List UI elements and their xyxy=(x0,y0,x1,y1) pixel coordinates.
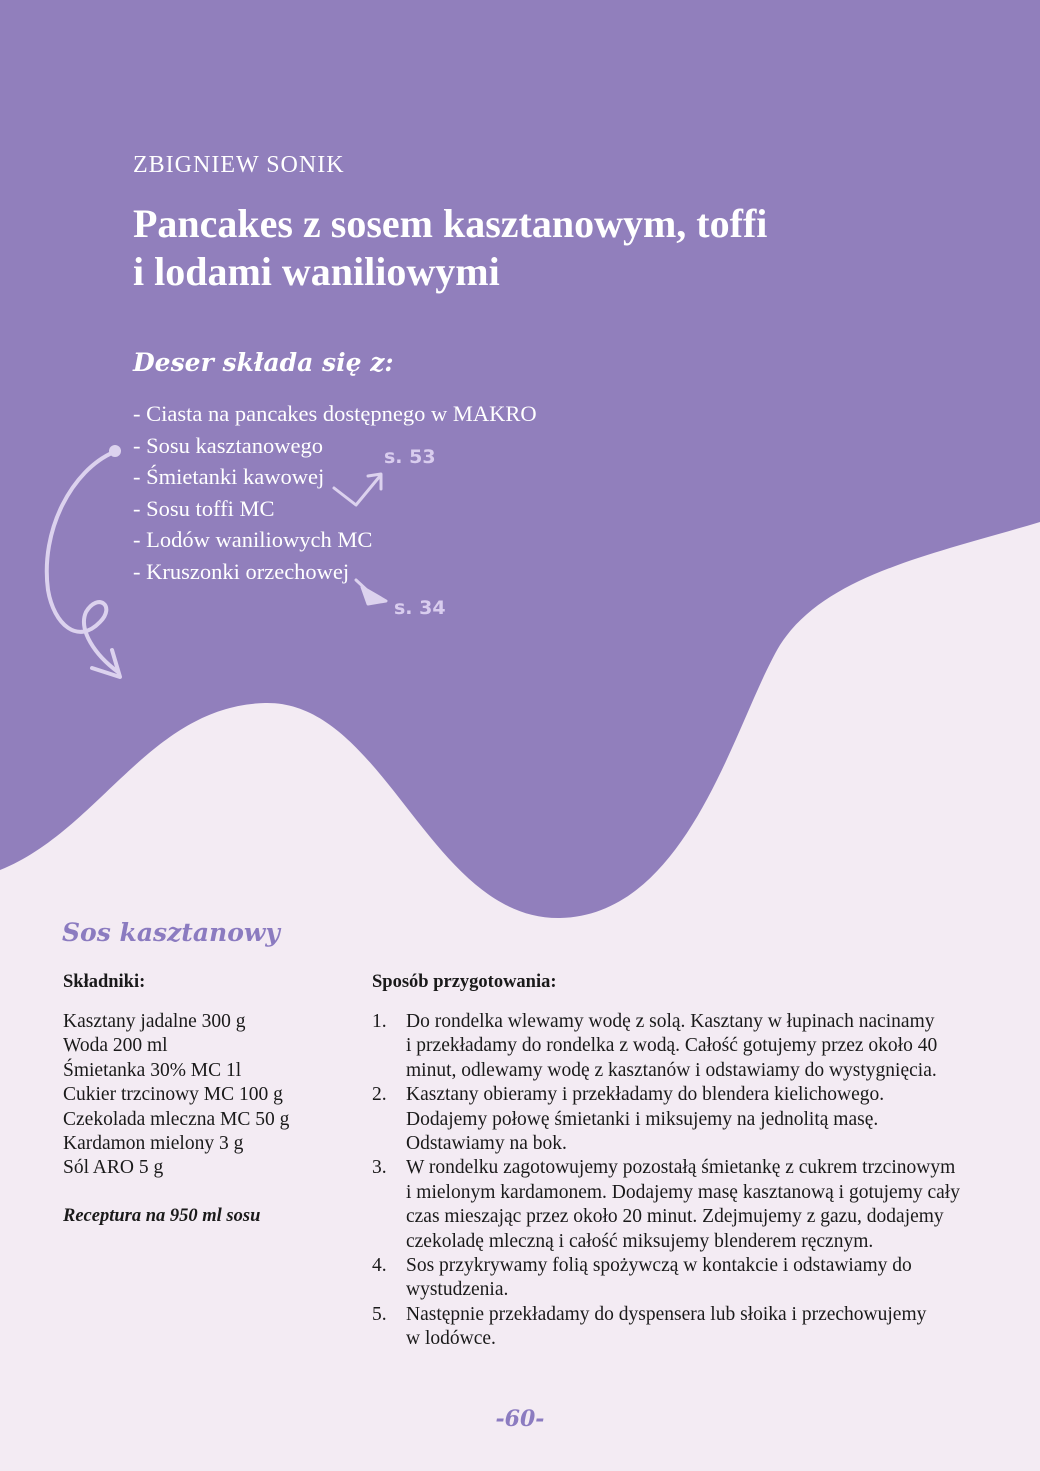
step-number: 5. xyxy=(372,1303,387,1325)
step-line: Kasztany obieramy i przekładamy do blendera kielichowego. xyxy=(406,1084,885,1106)
step-line: i przekładamy do rondelka z wodą. Całość gotujemy przez około 40 xyxy=(406,1035,938,1057)
recipe-title xyxy=(133,200,893,296)
components-list xyxy=(133,398,537,588)
page-number: -60- xyxy=(495,1406,545,1432)
step-line: minut, odlewamy wodę z kasztanów i odstawiamy do wystygnięcia. xyxy=(406,1059,937,1081)
ingredient-item: Kasztany jadalne 300 g xyxy=(63,1011,246,1032)
method-step xyxy=(372,1254,992,1303)
method-step xyxy=(372,1303,992,1352)
step-number: 2. xyxy=(372,1084,387,1106)
step-number: 1. xyxy=(372,1011,387,1032)
step-line: Do rondelka wlewamy wodę z solą. Kasztany w łupinach nacinamy xyxy=(406,1011,935,1032)
method-step xyxy=(372,1010,992,1083)
step-line: wystudzenia. xyxy=(406,1279,509,1301)
ingredients-list xyxy=(63,1010,289,1181)
ingredients-label: Składniki: xyxy=(63,972,146,992)
step-line: Dodajemy połowę śmietanki i miksujemy na jednolitą masę. xyxy=(406,1108,879,1130)
component-item: - Ciasta na pancakes dostępnego w MAKRO xyxy=(133,401,537,426)
component-item: - Sosu kasztanowego xyxy=(133,432,323,458)
step-line: Sos przykrywamy folią spożywczą w kontakcie i odstawiamy do xyxy=(406,1255,912,1277)
component-item: - Kruszonki orzechowej xyxy=(133,558,350,584)
component-item: - Śmietanki kawowej xyxy=(133,464,325,490)
author-name: ZBIGNIEW SONIK xyxy=(133,152,345,178)
step-line: w lodówce. xyxy=(406,1328,496,1350)
step-number: 3. xyxy=(372,1157,387,1179)
step-number: 4. xyxy=(372,1255,387,1277)
page-reference-s53: s. 53 xyxy=(384,446,436,468)
step-line: czas mieszając przez około 20 minut. Zdejmujemy z gazu, dodajemy xyxy=(406,1206,944,1228)
recipe-yield: Receptura na 950 ml sosu xyxy=(63,1206,261,1226)
ingredient-item: Czekolada mleczna MC 50 g xyxy=(63,1108,290,1130)
components-heading: Deser składa się z: xyxy=(133,348,394,377)
method-steps xyxy=(372,1010,992,1352)
ingredient-item: Woda 200 ml xyxy=(63,1035,168,1057)
ingredient-item: Cukier trzcinowy MC 100 g xyxy=(63,1084,283,1106)
method-step xyxy=(372,1083,992,1156)
component-item: - Lodów waniliowych MC xyxy=(133,527,373,553)
recipe-title-line: Pancakes z sosem kasztanowym, toffi xyxy=(133,201,768,246)
recipe-title-line: i lodami waniliowymi xyxy=(133,249,500,294)
arrow-start-dot xyxy=(109,445,121,457)
component-item: - Sosu toffi MC xyxy=(133,495,275,521)
step-line: Następnie przekładamy do dyspensera lub słoika i przechowujemy xyxy=(406,1303,927,1325)
method-step xyxy=(372,1156,992,1254)
page-reference-s34: s. 34 xyxy=(394,597,446,619)
step-line: czekoladę mleczną i całość miksujemy blenderem ręcznym. xyxy=(406,1230,874,1252)
section-heading: Sos kasztanowy xyxy=(62,918,280,947)
ingredient-item: Kardamon mielony 3 g xyxy=(63,1133,244,1155)
step-line: i mielonym kardamonem. Dodajemy masę kasztanową i gotujemy cały xyxy=(406,1181,960,1203)
method-label: Sposób przygotowania: xyxy=(372,972,557,992)
ingredient-item: Sól ARO 5 g xyxy=(63,1157,164,1179)
ingredient-item: Śmietanka 30% MC 1l xyxy=(63,1059,242,1081)
step-line: W rondelku zagotowujemy pozostałą śmietankę z cukrem trzcinowym xyxy=(406,1157,956,1179)
step-line: Odstawiamy na bok. xyxy=(406,1133,567,1155)
